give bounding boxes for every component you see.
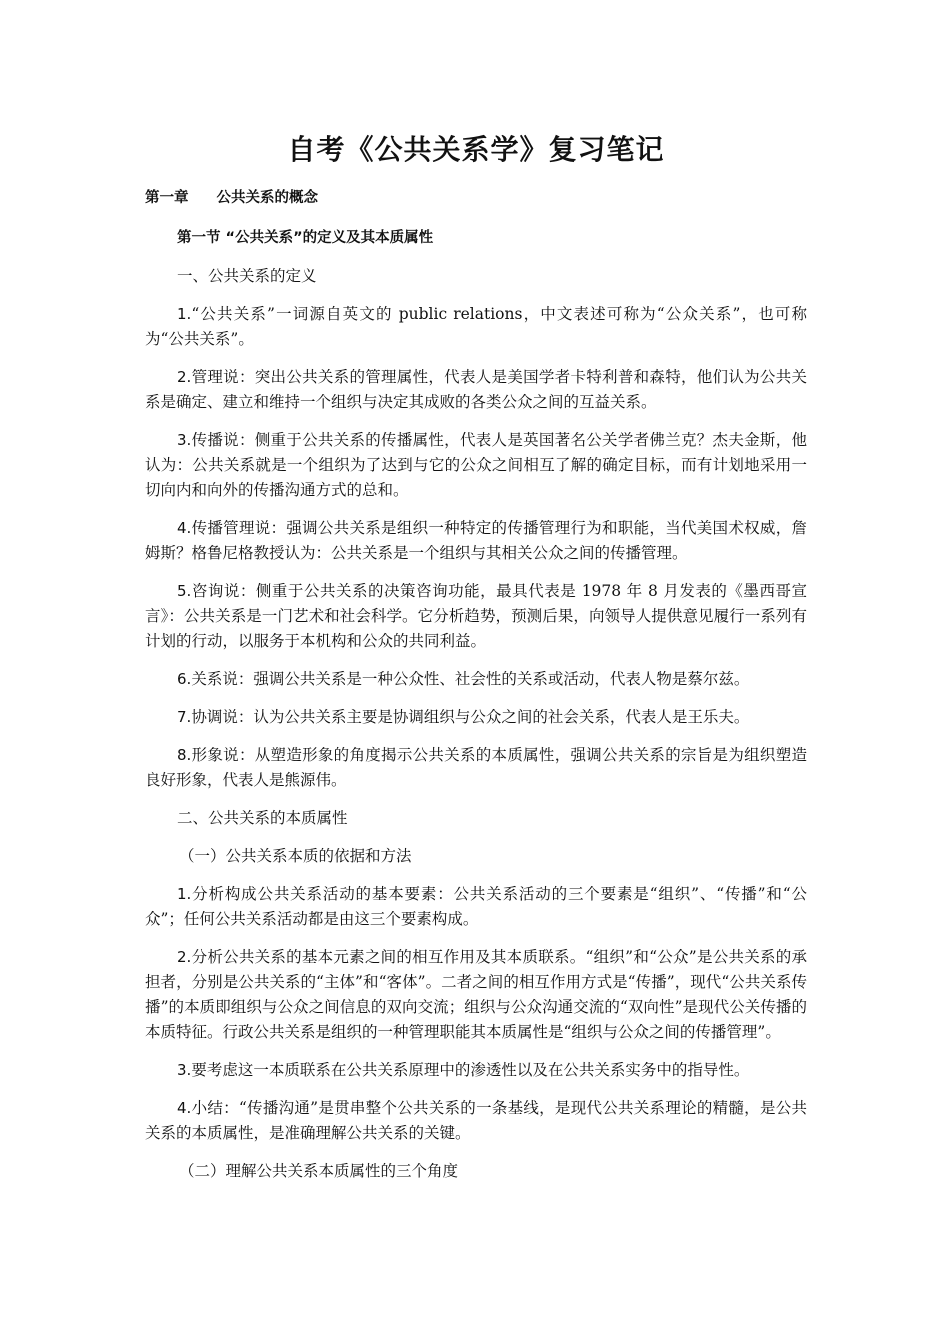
paragraph xyxy=(145,882,807,932)
item-text: 传播管理说：强调公共关系是组织一种特定的传播管理行为和职能，当代美国术权威，詹姆斯？格鲁尼格教授认为：公共关系是一个组织与其相关公众之间的传播管理。 xyxy=(145,519,807,562)
part2-heading: 二、公共关系的本质属性 xyxy=(177,809,348,827)
item-text: 咨询说：侧重于公共关系的决策咨询功能，最具代表是 1978 年 8 月发表的《墨西哥宣言》：公共关系是一门艺术和社会科学。它分析趋势，预测后果，向领导人提供意见履行一系列有计划的行动，以服务于本机构和公众的共同利益。 xyxy=(145,582,807,650)
item-number: 7. xyxy=(177,708,192,726)
item-text: 传播说：侧重于公共关系的传播属性，代表人是英国著名公关学者佛兰克？杰夫金斯，他认为：公共关系就是一个组织为了达到与它的公众之间相互了解的确定目标，而有计划地采用一切向内和向外的传播沟通方式的总和。 xyxy=(145,431,807,499)
paragraph xyxy=(145,428,807,503)
part2-sub2-heading: （二）理解公共关系本质属性的三个角度 xyxy=(179,1162,459,1180)
paragraph xyxy=(145,945,807,1045)
document-page xyxy=(145,128,807,1197)
item-text: 分析构成公共关系活动的基本要素：公共关系活动的三个要素是“组织”、“传播”和“公众”；任何公共关系活动都是由这三个要素构成。 xyxy=(145,885,807,928)
paragraph xyxy=(145,667,807,692)
paragraph xyxy=(145,705,807,730)
item-text: “公共关系”一词源自英文的 public relations，中文表述可称为“公众关系”，也可称为“公共关系”。 xyxy=(145,305,807,348)
item-number: 2. xyxy=(177,368,192,386)
item-number: 1. xyxy=(177,305,192,323)
item-text: 分析公共关系的基本元素之间的相互作用及其本质联系。“组织”和“公众”是公共关系的承担者，分别是公共关系的“主体”和“客体”。二者之间的相互作用方式是“传播”，现代“公共关系传播”的本质即组织与公众之间信息的双向交流；组织与公众沟通交流的“双向性”是现代公关传播的本质特征。行政公共关系是组织的一种管理职能其本质属性是“组织与公众之间的传播管理”。 xyxy=(145,948,807,1041)
item-text: 管理说：突出公共关系的管理属性，代表人是美国学者卡特利普和森特，他们认为公共关系是确定、建立和维持一个组织与决定其成败的各类公众之间的互益关系。 xyxy=(145,368,807,411)
paragraph xyxy=(145,579,807,654)
paragraph xyxy=(145,302,807,352)
item-number: 3. xyxy=(177,431,192,449)
paragraph xyxy=(145,1058,807,1083)
item-text: 要考虑这一本质联系在公共关系原理中的渗透性以及在公共关系实务中的指导性。 xyxy=(191,1061,750,1079)
item-number: 5. xyxy=(177,582,192,600)
paragraph xyxy=(145,1096,807,1146)
item-text: 关系说：强调公共关系是一种公众性、社会性的关系或活动，代表人物是蔡尔兹。 xyxy=(191,670,750,688)
chapter-heading xyxy=(145,186,807,210)
chapter-title: 公共关系的概念 xyxy=(216,190,318,206)
part1-heading: 一、公共关系的定义 xyxy=(177,267,317,285)
paragraph xyxy=(145,516,807,566)
item-text: 形象说：从塑造形象的角度揭示公共关系的本质属性，强调公共关系的宗旨是为组织塑造良好形象，代表人是熊源伟。 xyxy=(145,746,807,789)
chapter-label: 第一章 xyxy=(145,190,189,206)
item-number: 2. xyxy=(177,948,192,966)
item-number: 3. xyxy=(177,1061,192,1079)
item-number: 8. xyxy=(177,746,192,764)
item-text: 协调说：认为公共关系主要是协调组织与公众之间的社会关系，代表人是王乐夫。 xyxy=(191,708,750,726)
part2-sub1-heading: （一）公共关系本质的依据和方法 xyxy=(179,847,412,865)
document-title: 自考《公共关系学》复习笔记 xyxy=(287,133,665,166)
item-number: 6. xyxy=(177,670,192,688)
section-heading: 第一节 “公共关系”的定义及其本质属性 xyxy=(177,230,434,246)
item-number: 4. xyxy=(177,1099,192,1117)
item-number: 4. xyxy=(177,519,192,537)
item-text: 小结：“传播沟通”是贯串整个公共关系的一条基线，是现代公共关系理论的精髓，是公共关系的本质属性，是准确理解公共关系的关键。 xyxy=(145,1099,807,1142)
paragraph xyxy=(145,365,807,415)
item-number: 1. xyxy=(177,885,192,903)
paragraph xyxy=(145,743,807,793)
